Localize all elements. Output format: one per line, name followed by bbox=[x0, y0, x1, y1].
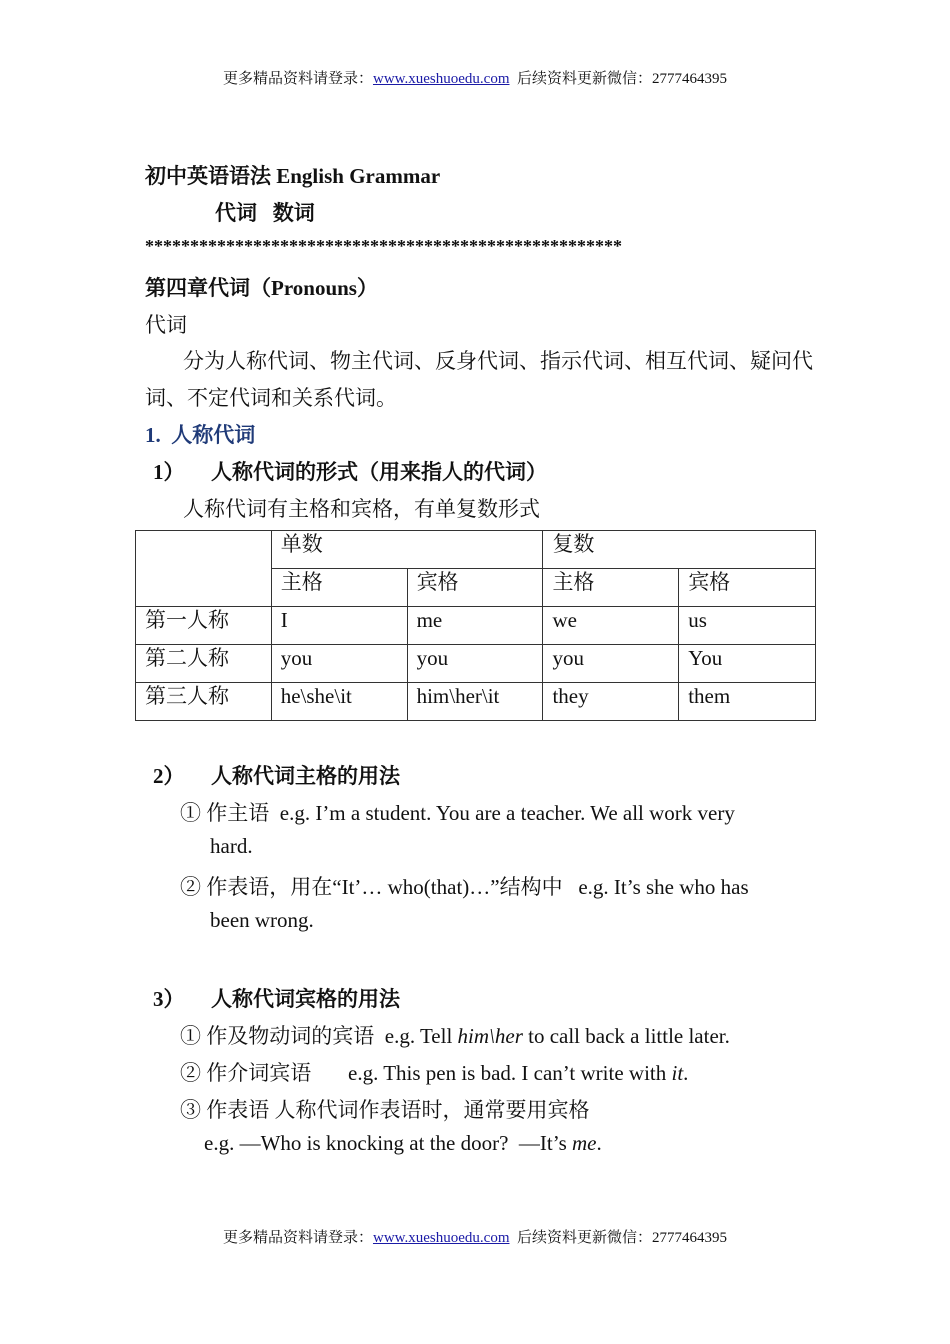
s3-item-1 bbox=[180, 1020, 730, 1050]
chapter-heading: 第四章代词（Pronouns） bbox=[145, 276, 378, 300]
row-person: 第三人称 bbox=[136, 683, 272, 721]
doc-subtitle: 代词 数词 bbox=[215, 201, 315, 225]
footer-link[interactable]: www.xueshuoedu.com bbox=[372, 1230, 510, 1246]
sub-1-number: 1） bbox=[153, 460, 185, 484]
table-row bbox=[136, 607, 816, 645]
s3-item-3: ③ 作表语 人称代词作表语时，通常要用宾格 bbox=[180, 1098, 590, 1122]
header-prefix: 更多精品资料请登录： bbox=[222, 71, 373, 87]
page-header bbox=[0, 67, 950, 88]
s3-item-2-text-a: ② 作介词宾语 e.g. This pen is bad. I can’t write with bbox=[180, 1061, 672, 1085]
singular-nominative-header: 主格 bbox=[271, 569, 407, 607]
table-cell: him\her\it bbox=[407, 683, 543, 721]
table-cell: me bbox=[407, 607, 543, 645]
s3-item-1-text-b: to call back a little later. bbox=[522, 1024, 730, 1048]
plural-objective-header: 宾格 bbox=[679, 569, 816, 607]
s3-item-2-emphasis: it bbox=[671, 1061, 684, 1085]
footer-prefix: 更多精品资料请登录： bbox=[222, 1230, 373, 1246]
table-cell: them bbox=[679, 683, 816, 721]
pronoun-table bbox=[135, 530, 816, 721]
s3-item-2-text-b: . bbox=[683, 1061, 689, 1085]
s3-item-3-example bbox=[204, 1131, 602, 1156]
table-cell: you bbox=[271, 645, 407, 683]
table-cell: he\she\it bbox=[271, 683, 407, 721]
stars-divider: ***************************************************** bbox=[145, 236, 622, 256]
sub-2-number: 2） bbox=[153, 764, 185, 788]
page-footer bbox=[0, 1226, 950, 1247]
plural-header: 复数 bbox=[543, 531, 816, 569]
corner-cell bbox=[136, 531, 272, 607]
s3-example-emphasis: me bbox=[572, 1131, 597, 1155]
s2-item-2-line-2: been wrong. bbox=[210, 908, 314, 932]
s3-example-text-a: e.g. —Who is knocking at the door? —It’s bbox=[204, 1131, 573, 1155]
table-cell: you bbox=[543, 645, 679, 683]
section-1-heading: 1. 人称代词 bbox=[145, 423, 256, 447]
singular-objective-header: 宾格 bbox=[407, 569, 543, 607]
s3-item-1-emphasis: him\her bbox=[457, 1024, 523, 1048]
s2-item-2-line-1: ② 作表语，用在“It’… who(that)…”结构中 e.g. It’s she who has bbox=[180, 875, 749, 899]
table-cell: You bbox=[679, 645, 816, 683]
row-person: 第一人称 bbox=[136, 607, 272, 645]
s3-item-1-text-a: ① 作及物动词的宾语 e.g. Tell bbox=[180, 1024, 458, 1048]
header-suffix: 后续资料更新微信：2777464395 bbox=[517, 71, 728, 87]
table-header-row bbox=[136, 531, 816, 569]
row-person: 第二人称 bbox=[136, 645, 272, 683]
sub-1-title: 人称代词的形式（用来指人的代词） bbox=[211, 460, 547, 484]
table-row bbox=[136, 645, 816, 683]
footer-suffix: 后续资料更新微信：2777464395 bbox=[517, 1230, 728, 1246]
sub-2-title: 人称代词主格的用法 bbox=[211, 764, 400, 788]
s2-item-1-line-1: ① 作主语 e.g. I’m a student. You are a teacher. We all work very bbox=[180, 801, 735, 825]
s3-item-2 bbox=[180, 1057, 688, 1087]
intro-line-2: 词、不定代词和关系代词。 bbox=[145, 386, 397, 410]
table-cell: I bbox=[271, 607, 407, 645]
intro-line-1: 分为人称代词、物主代词、反身代词、指示代词、相互代词、疑问代 bbox=[183, 349, 813, 373]
doc-title: 初中英语语法 English Grammar bbox=[145, 164, 441, 188]
s2-item-1-line-2: hard. bbox=[210, 834, 253, 858]
plural-nominative-header: 主格 bbox=[543, 569, 679, 607]
sub-3-number: 3） bbox=[153, 987, 185, 1011]
singular-header: 单数 bbox=[271, 531, 543, 569]
sub-3-title: 人称代词宾格的用法 bbox=[211, 987, 400, 1011]
header-link[interactable]: www.xueshuoedu.com bbox=[372, 71, 510, 87]
table-row bbox=[136, 683, 816, 721]
sub-1-desc: 人称代词有主格和宾格，有单复数形式 bbox=[183, 497, 540, 521]
table-cell: us bbox=[679, 607, 816, 645]
s3-example-text-b: . bbox=[596, 1131, 602, 1155]
table-cell: you bbox=[407, 645, 543, 683]
table-cell: they bbox=[543, 683, 679, 721]
table-cell: we bbox=[543, 607, 679, 645]
term-label: 代词 bbox=[145, 313, 187, 337]
